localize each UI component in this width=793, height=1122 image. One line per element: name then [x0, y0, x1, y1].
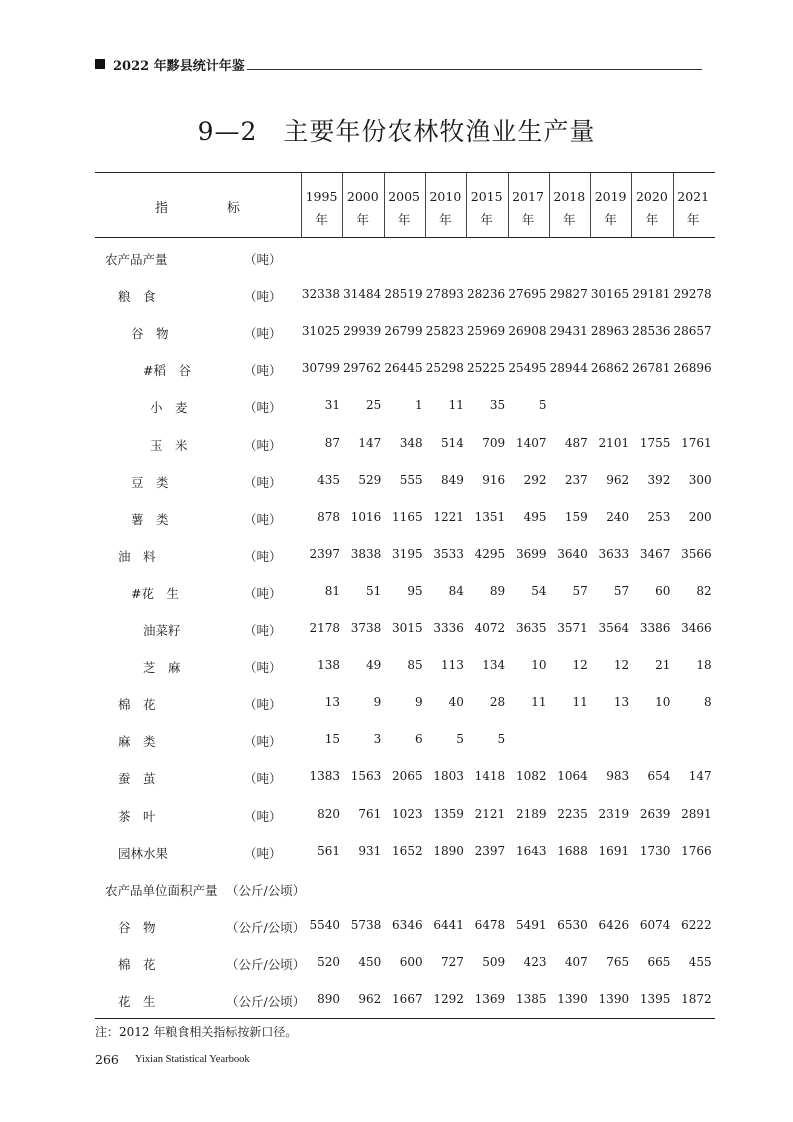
table-cell: 600: [399, 954, 423, 969]
table-cell: 12: [613, 658, 630, 673]
table-cell: 9: [373, 695, 382, 710]
row-label: 玉 米: [150, 437, 188, 453]
table-row: [0, 287, 793, 307]
table-cell: 1761: [681, 435, 712, 450]
table-cell: 1803: [433, 769, 464, 784]
table-cell: 95: [407, 583, 423, 598]
table-cell: 21: [655, 658, 671, 673]
row-unit: （吨）: [244, 660, 282, 676]
table-cell: 29762: [343, 361, 382, 376]
table-cell: 1667: [392, 992, 423, 1006]
table-cell: 31484: [343, 287, 382, 302]
table-cell: 147: [688, 769, 712, 784]
table-cell: 13: [324, 695, 340, 710]
table-cell: 3533: [433, 546, 464, 561]
table-cell: 1688: [557, 843, 588, 858]
column-year-suffix: 年: [397, 212, 411, 227]
table-cell: 89: [489, 583, 506, 598]
table-row: [0, 547, 793, 567]
table-cell: 1872: [681, 992, 712, 1006]
table-cell: 11: [448, 398, 464, 413]
table-cell: 5: [497, 732, 506, 747]
table-cell: 26781: [632, 361, 671, 376]
table-cell: 665: [647, 954, 671, 969]
table-row: [0, 732, 793, 752]
table-cell: 3195: [392, 546, 423, 561]
table-cell: 2121: [474, 806, 506, 821]
table-cell: 18: [696, 658, 712, 673]
table-cell: 962: [358, 992, 382, 1006]
table-row: [0, 436, 793, 456]
table-cell: 3386: [639, 621, 671, 635]
column-year-suffix: 年: [439, 212, 452, 227]
column-year-suffix: 年: [315, 212, 328, 227]
column-header: [631, 185, 672, 231]
table-cell: 5491: [515, 917, 547, 932]
table-cell: 30799: [301, 361, 340, 376]
table-cell: 450: [358, 954, 382, 969]
column-header: [508, 185, 549, 231]
header-rule: [247, 69, 702, 70]
table-cell: 25225: [467, 361, 506, 376]
table-cell: 85: [407, 658, 423, 673]
row-unit: （吨）: [244, 771, 282, 787]
table-cell: 29278: [673, 287, 712, 302]
table-cell: 820: [317, 806, 340, 821]
table-cell: 28657: [673, 324, 712, 339]
table-row: [0, 510, 793, 530]
table-cell: 495: [523, 509, 547, 524]
table-cell: 1082: [515, 769, 547, 784]
table-cell: 9: [414, 695, 423, 710]
table-cell: 561: [317, 843, 340, 858]
table-cell: 26445: [384, 361, 423, 376]
table-cell: 916: [482, 472, 506, 487]
table-cell: 237: [564, 472, 588, 487]
table-cell: 761: [358, 806, 382, 821]
row-label: 茶 叶: [118, 808, 156, 824]
table-header-rule: [95, 237, 715, 238]
table-cell: 31025: [301, 324, 340, 339]
table-cell: 1395: [639, 992, 671, 1006]
header-square-icon: [95, 59, 105, 69]
table-cell: 28536: [632, 324, 671, 339]
table-cell: 3336: [433, 621, 464, 635]
table-number: 9—2: [197, 117, 258, 146]
table-cell: 87: [324, 435, 340, 450]
row-unit: （吨）: [244, 734, 282, 750]
table-cell: 3564: [598, 621, 630, 635]
table-bottom-rule: [95, 1018, 715, 1019]
table-row: [0, 324, 793, 344]
row-unit: （吨）: [244, 845, 282, 861]
column-year: 2018: [553, 189, 586, 204]
table-row: [0, 992, 793, 1012]
row-label: 油 料: [118, 548, 156, 564]
table-cell: 455: [688, 954, 712, 969]
table-cell: 2101: [598, 435, 630, 450]
row-label: 豆 类: [131, 474, 169, 490]
row-unit: （吨）: [244, 363, 282, 379]
row-unit: （公斤/公顷）: [226, 956, 306, 972]
table-cell: 3738: [350, 621, 382, 635]
table-cell: 765: [606, 954, 630, 969]
table-row: [0, 918, 793, 938]
column-year: 2015: [470, 189, 503, 204]
table-note: 注：2012 年粮食相关指标按新口径。: [95, 1025, 298, 1039]
table-cell: 962: [606, 472, 630, 487]
table-cell: 25: [366, 398, 382, 413]
table-row: [0, 955, 793, 975]
table-row: [0, 769, 793, 789]
table-cell: 4072: [474, 621, 506, 635]
table-cell: 2178: [309, 621, 340, 635]
table-row: [0, 621, 793, 641]
column-year-suffix: 年: [480, 212, 493, 227]
stub-head-1: 指: [155, 201, 169, 216]
table-cell: 2639: [639, 806, 671, 821]
row-unit: （吨）: [244, 808, 282, 824]
table-cell: 27695: [508, 287, 547, 302]
table-cell: 138: [317, 658, 340, 673]
row-label: 芝 麻: [143, 660, 181, 676]
column-year-suffix: 年: [604, 212, 617, 227]
table-cell: 5: [456, 732, 464, 747]
table-cell: 28: [489, 695, 506, 710]
table-cell: 10: [655, 695, 671, 710]
table-cell: 134: [482, 658, 506, 673]
table-cell: 1359: [433, 806, 464, 821]
column-header: [590, 185, 631, 231]
row-unit: （公斤/公顷）: [226, 882, 306, 898]
page-header: [95, 56, 705, 76]
table-cell: 348: [399, 435, 423, 450]
row-unit: （吨）: [244, 697, 282, 713]
table-cell: 3633: [598, 546, 630, 561]
table-cell: 29939: [343, 324, 382, 339]
table-row: [0, 473, 793, 493]
row-label: 谷 物: [118, 919, 156, 935]
column-year-suffix: 年: [356, 212, 370, 227]
table-title: [0, 112, 793, 148]
table-cell: 1418: [474, 769, 506, 784]
table-cell: 3838: [350, 546, 382, 561]
table-cell: 1652: [392, 843, 423, 858]
column-year: 1995: [305, 189, 338, 204]
table-cell: 1385: [515, 992, 547, 1006]
table-cell: 1390: [598, 992, 630, 1006]
table-cell: 60: [655, 583, 671, 598]
column-year-suffix: 年: [563, 212, 576, 227]
table-cell: 2065: [392, 769, 423, 784]
row-label: 农产品产量: [105, 252, 168, 267]
table-cell: 1023: [392, 806, 423, 821]
table-cell: 1691: [598, 843, 630, 858]
table-cell: 2235: [557, 806, 588, 821]
table-cell: 5738: [350, 917, 382, 932]
table-row: [0, 807, 793, 827]
table-cell: 28963: [590, 324, 630, 339]
column-header: [342, 185, 383, 231]
table-cell: 1165: [392, 509, 423, 524]
table-cell: 1369: [474, 992, 506, 1006]
table-cell: 15: [324, 732, 340, 747]
table-cell: 890: [317, 992, 340, 1006]
table-top-rule: [95, 172, 715, 173]
table-cell: 2397: [474, 843, 506, 858]
table-cell: 6346: [392, 917, 423, 932]
column-year: 2020: [635, 189, 668, 204]
table-cell: 1766: [681, 843, 712, 858]
column-header: [384, 185, 425, 231]
table-cell: 3015: [392, 621, 423, 635]
table-row: [0, 584, 793, 604]
column-year-suffix: 年: [645, 212, 659, 227]
table-cell: 25823: [425, 324, 464, 339]
table-cell: 6222: [681, 917, 712, 932]
table-cell: 6530: [557, 917, 588, 932]
table-cell: 26799: [384, 324, 423, 339]
table-cell: 392: [647, 472, 671, 487]
column-year-suffix: 年: [686, 212, 700, 227]
table-cell: 1390: [557, 992, 588, 1006]
row-label: 麻 类: [118, 734, 156, 750]
table-cell: 983: [606, 769, 630, 784]
header-text: 2022 年黟县统计年鉴: [113, 59, 245, 74]
table-cell: 29181: [632, 287, 671, 302]
footer-title: Yixian Statistical Yearbook: [135, 1054, 250, 1065]
table-cell: 1292: [433, 992, 464, 1006]
row-label: #花 生: [131, 585, 179, 601]
table-cell: 2189: [515, 806, 547, 821]
table-cell: 113: [440, 658, 464, 673]
table-cell: 6: [414, 732, 423, 747]
table-cell: 12: [572, 658, 588, 673]
table-cell: 81: [324, 583, 340, 598]
table-cell: 57: [572, 583, 588, 598]
table-cell: 30165: [590, 287, 630, 302]
table-cell: 25969: [467, 324, 506, 339]
table-cell: 28236: [467, 287, 506, 302]
column-year: 2005: [388, 189, 420, 204]
table-cell: 5: [538, 398, 547, 413]
table-cell: 3467: [639, 546, 671, 561]
row-label: 棉 花: [118, 956, 156, 972]
table-cell: 54: [531, 583, 547, 598]
column-header: [466, 185, 507, 231]
table-cell: 11: [572, 695, 588, 710]
row-label: #稻 谷: [143, 363, 191, 379]
table-cell: 1016: [350, 509, 382, 524]
column-year: 2010: [429, 189, 462, 204]
table-cell: 28519: [384, 287, 423, 302]
table-cell: 4295: [474, 546, 506, 561]
table-row: [0, 844, 793, 864]
table-cell: 520: [317, 954, 340, 969]
table-cell: 1221: [433, 509, 464, 524]
table-cell: 25495: [508, 361, 547, 376]
table-cell: 3: [373, 732, 382, 747]
table-cell: 35: [489, 398, 506, 413]
table-cell: 849: [440, 472, 464, 487]
table-cell: 27893: [425, 287, 464, 302]
table-cell: 200: [688, 509, 712, 524]
table-cell: 26896: [673, 361, 712, 376]
column-year: 2019: [594, 189, 627, 204]
table-cell: 82: [696, 583, 712, 598]
table-cell: 25298: [425, 361, 464, 376]
row-label: 油菜籽: [143, 623, 181, 638]
table-cell: 727: [440, 954, 464, 969]
table-cell: 3466: [681, 621, 712, 635]
table-cell: 1383: [309, 769, 340, 784]
footer-page-number: 266: [95, 1052, 119, 1067]
table-cell: 49: [366, 658, 382, 673]
table-cell: 159: [564, 509, 588, 524]
table-cell: 1643: [515, 843, 547, 858]
column-header: [549, 185, 590, 231]
table-cell: 1407: [515, 435, 547, 450]
table-cell: 28944: [549, 361, 588, 376]
row-label: 薯 类: [131, 511, 169, 527]
row-label: 棉 花: [118, 697, 156, 713]
table-cell: 253: [647, 509, 671, 524]
table-cell: 40: [448, 695, 464, 710]
table-cell: 147: [358, 435, 382, 450]
table-cell: 1730: [639, 843, 671, 858]
table-cell: 3635: [515, 621, 547, 635]
table-cell: 10: [531, 658, 547, 673]
table-cell: 487: [564, 435, 588, 450]
table-cell: 407: [564, 954, 588, 969]
table-cell: 57: [613, 583, 630, 598]
table-cell: 32338: [301, 287, 340, 302]
table-cell: 709: [482, 435, 506, 450]
row-unit: （吨）: [244, 474, 282, 490]
table-cell: 509: [482, 954, 506, 969]
table-cell: 8: [704, 695, 712, 710]
table-cell: 6074: [639, 917, 671, 932]
table-cell: 654: [647, 769, 671, 784]
table-cell: 1563: [350, 769, 382, 784]
row-label: 谷 物: [131, 326, 169, 342]
table-title-text: 主要年份农林牧渔业生产量: [283, 117, 596, 146]
row-unit: （吨）: [244, 585, 282, 601]
table-cell: 3566: [681, 546, 712, 561]
table-cell: 31: [324, 398, 340, 413]
row-label: 小 麦: [150, 400, 188, 416]
table-cell: 1351: [474, 509, 506, 524]
table-cell: 6426: [598, 917, 630, 932]
table-cell: 3699: [515, 546, 547, 561]
row-label: 粮 食: [118, 289, 156, 305]
table-cell: 300: [688, 472, 712, 487]
table-cell: 292: [523, 472, 547, 487]
table-cell: 2319: [598, 806, 630, 821]
table-cell: 931: [358, 843, 382, 858]
table-cell: 6478: [474, 917, 506, 932]
table-cell: 423: [523, 954, 547, 969]
column-year-suffix: 年: [521, 212, 535, 227]
table-row: [0, 361, 793, 381]
table-cell: 29827: [549, 287, 588, 302]
table-row: [0, 881, 793, 901]
table-cell: 1: [414, 398, 423, 413]
row-unit: （吨）: [244, 289, 282, 305]
table-cell: 2891: [681, 806, 712, 821]
table-cell: 240: [606, 509, 630, 524]
table-cell: 29431: [549, 324, 588, 339]
table-cell: 1064: [557, 769, 588, 784]
row-unit: （公斤/公顷）: [226, 919, 306, 935]
column-year: 2017: [512, 189, 544, 204]
row-unit: （吨）: [244, 400, 282, 416]
row-unit: （吨）: [244, 326, 282, 342]
table-cell: 6441: [433, 917, 464, 932]
table-cell: 555: [399, 472, 423, 487]
column-header: [673, 185, 714, 231]
table-cell: 3640: [557, 546, 588, 561]
table-row: [0, 398, 793, 418]
table-row: [0, 250, 793, 270]
table-cell: 11: [531, 695, 547, 710]
table-cell: 529: [358, 472, 382, 487]
table-cell: 1890: [433, 843, 464, 858]
row-unit: （吨）: [244, 437, 282, 453]
column-header: [301, 185, 342, 231]
table-cell: 514: [440, 435, 464, 450]
table-row: [0, 695, 793, 715]
table-cell: 51: [366, 583, 382, 598]
table-cell: 878: [317, 509, 340, 524]
column-year: 2000: [346, 189, 379, 204]
row-label: 蚕 茧: [118, 771, 156, 787]
table-cell: 84: [448, 583, 464, 598]
table-cell: 26908: [508, 324, 547, 339]
table-cell: 5540: [309, 917, 340, 932]
row-label: 花 生: [118, 994, 156, 1009]
table-cell: 26862: [590, 361, 630, 376]
table-cell: 1755: [639, 435, 671, 450]
table-cell: 435: [317, 472, 340, 487]
table-cell: 2397: [309, 546, 340, 561]
table-row: [0, 658, 793, 678]
row-unit: （吨）: [244, 548, 282, 564]
row-unit: （吨）: [244, 623, 282, 638]
table-cell: 3571: [557, 621, 588, 635]
row-unit: （吨）: [244, 252, 282, 267]
table-cell: 13: [613, 695, 630, 710]
row-unit: （公斤/公顷）: [226, 994, 306, 1009]
column-year: 2021: [677, 189, 710, 204]
row-label: 农产品单位面积产量: [105, 882, 218, 898]
column-header: [425, 185, 466, 231]
stub-head-2: 标: [227, 201, 241, 216]
row-unit: （吨）: [244, 511, 282, 527]
row-label: 园林水果: [118, 845, 169, 861]
